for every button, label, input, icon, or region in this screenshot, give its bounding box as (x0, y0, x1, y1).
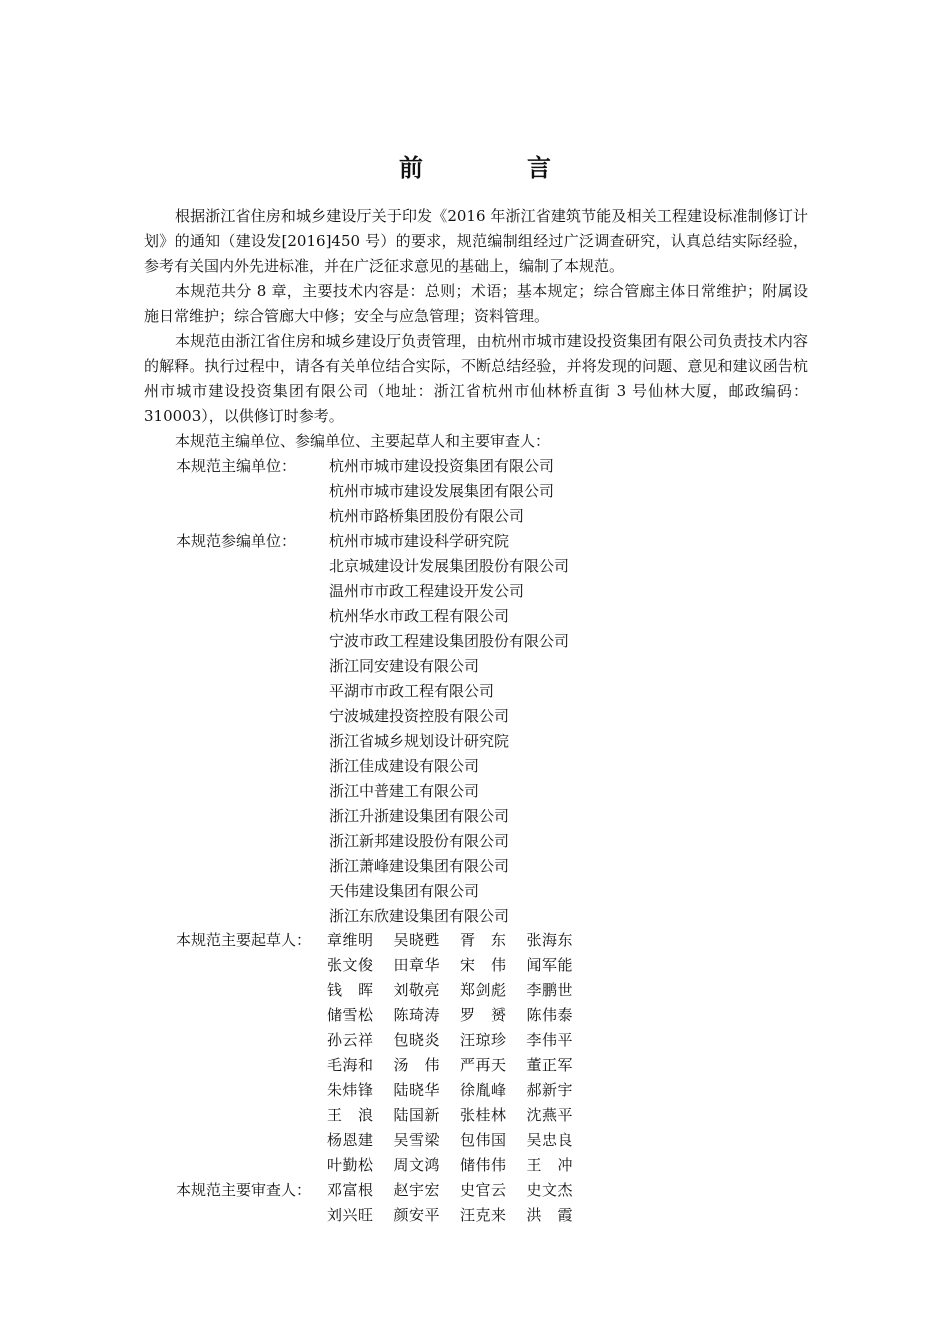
drafters-list (327, 928, 593, 1178)
org-item: 杭州市城市建设科学研究院 (329, 532, 510, 550)
person-name: 赵宇宏 (393, 1181, 440, 1199)
paragraph-units-intro: 本规范主编单位、参编单位、主要起草人和主要审查人： (175, 432, 551, 450)
person-name: 汤伟 (393, 1056, 440, 1074)
person-name: 汪克来 (460, 1206, 506, 1224)
org-item: 杭州市城市建设投资集团有限公司 (329, 457, 555, 475)
org-item: 温州市市政工程建设开发公司 (329, 582, 525, 600)
org-item: 浙江佳成建设有限公司 (329, 757, 480, 775)
person-name: 章维明 (327, 931, 373, 949)
drafters-label: 本规范主要起草人： (176, 931, 312, 949)
person-name: 储雪松 (327, 1006, 373, 1024)
name-row (327, 1053, 593, 1078)
person-name: 毛海和 (327, 1056, 373, 1074)
person-name: 沈燕平 (526, 1106, 573, 1124)
person-name: 郑剑彪 (460, 981, 506, 999)
person-name: 储伟伟 (460, 1156, 506, 1174)
person-name: 史官云 (460, 1181, 506, 1199)
person-name: 吴忠良 (526, 1131, 573, 1149)
org-item: 平湖市市政工程有限公司 (329, 682, 495, 700)
chief-editor-list (329, 454, 554, 529)
person-name: 孙云祥 (327, 1031, 373, 1049)
person-name: 杨恩建 (327, 1131, 373, 1149)
paragraph-contents: 本规范共分 8 章，主要技术内容是：总则；术语；基本规定；综合管廊主体日常维护；附属设施日常维护；综合管廊大中修；安全与应急管理；资料管理。 (144, 282, 808, 325)
org-item: 浙江萧峰建设集团有限公司 (329, 857, 510, 875)
name-row (327, 928, 593, 953)
person-name: 李鹏世 (526, 981, 573, 999)
person-name: 徐胤峰 (460, 1081, 506, 1099)
name-row (327, 1103, 593, 1128)
org-item: 浙江省城乡规划设计研究院 (329, 732, 510, 750)
org-item: 浙江中普建工有限公司 (329, 782, 480, 800)
person-name: 陆国新 (393, 1106, 440, 1124)
name-row (327, 1153, 593, 1178)
name-row (327, 953, 593, 978)
person-name: 周文鸿 (393, 1156, 440, 1174)
org-item: 杭州市城市建设发展集团有限公司 (329, 482, 555, 500)
person-name: 邓富根 (327, 1181, 373, 1199)
person-name: 刘敬亮 (393, 981, 440, 999)
page-title: 前 言 (399, 154, 591, 182)
person-name: 王浪 (327, 1106, 373, 1124)
org-item: 宁波市政工程建设集团股份有限公司 (329, 632, 570, 650)
org-item: 杭州华水市政工程有限公司 (329, 607, 510, 625)
person-name: 洪霞 (526, 1206, 573, 1224)
person-name: 罗赟 (460, 1006, 506, 1024)
person-name: 张文俊 (327, 956, 373, 974)
reviewers-list (327, 1178, 593, 1228)
participants-label: 本规范参编单位： (176, 532, 297, 550)
org-item: 天伟建设集团有限公司 (329, 882, 480, 900)
org-item: 浙江东欣建设集团有限公司 (329, 907, 510, 925)
person-name: 胥东 (460, 931, 506, 949)
person-name: 宋伟 (460, 956, 506, 974)
paragraph-management: 本规范由浙江省住房和城乡建设厅负责管理，由杭州市城市建设投资集团有限公司负责技术内容的解释。执行过程中，请各有关单位结合实际，不断总结经验，并将发现的问题、意见和建议函告杭州市城市建设投资集团有限公司（地址：浙江省杭州市仙林桥直街 3 号仙林大厦，邮政编码：310003），以供修订时参考。 (144, 332, 808, 425)
person-name: 董正军 (526, 1056, 573, 1074)
chief-editor-label: 本规范主编单位： (176, 457, 297, 475)
person-name: 闻军能 (526, 956, 573, 974)
org-item: 浙江新邦建设股份有限公司 (329, 832, 510, 850)
person-name: 钱晖 (327, 981, 373, 999)
person-name: 吴雪梁 (393, 1131, 440, 1149)
person-name: 郝新宇 (526, 1081, 573, 1099)
person-name: 张海东 (526, 931, 573, 949)
name-row (327, 1003, 593, 1028)
name-row (327, 1203, 593, 1228)
org-item: 北京城建设计发展集团股份有限公司 (329, 557, 570, 575)
org-item: 杭州市路桥集团股份有限公司 (329, 507, 525, 525)
name-row (327, 1078, 593, 1103)
participants-list (329, 529, 569, 929)
person-name: 颜安平 (393, 1206, 440, 1224)
person-name: 包晓炎 (393, 1031, 440, 1049)
person-name: 陈琦涛 (393, 1006, 440, 1024)
org-item: 宁波城建投资控股有限公司 (329, 707, 510, 725)
name-row (327, 978, 593, 1003)
person-name: 刘兴旺 (327, 1206, 373, 1224)
name-row (327, 1178, 593, 1203)
person-name: 严再天 (460, 1056, 506, 1074)
person-name: 史文杰 (526, 1181, 573, 1199)
reviewers-label: 本规范主要审查人： (176, 1181, 312, 1199)
person-name: 张桂林 (460, 1106, 506, 1124)
org-item: 浙江升浙建设集团有限公司 (329, 807, 510, 825)
person-name: 王冲 (526, 1156, 573, 1174)
person-name: 李伟平 (526, 1031, 573, 1049)
person-name: 陈伟泰 (526, 1006, 573, 1024)
paragraph-background: 根据浙江省住房和城乡建设厅关于印发《2016 年浙江省建筑节能及相关工程建设标准制修订计划》的通知（建设发[2016]450 号）的要求，规范编制组经过广泛调查研究，认真总结实际经验，参考有关国内外先进标准，并在广泛征求意见的基础上，编制了本规范。 (144, 207, 808, 275)
person-name: 叶勤松 (327, 1156, 373, 1174)
org-item: 浙江同安建设有限公司 (329, 657, 480, 675)
person-name: 吴晓甦 (393, 931, 440, 949)
person-name: 陆晓华 (393, 1081, 440, 1099)
person-name: 田章华 (393, 956, 440, 974)
person-name: 朱炜锋 (327, 1081, 373, 1099)
name-row (327, 1028, 593, 1053)
person-name: 汪琼珍 (460, 1031, 506, 1049)
person-name: 包伟国 (460, 1131, 506, 1149)
name-row (327, 1128, 593, 1153)
